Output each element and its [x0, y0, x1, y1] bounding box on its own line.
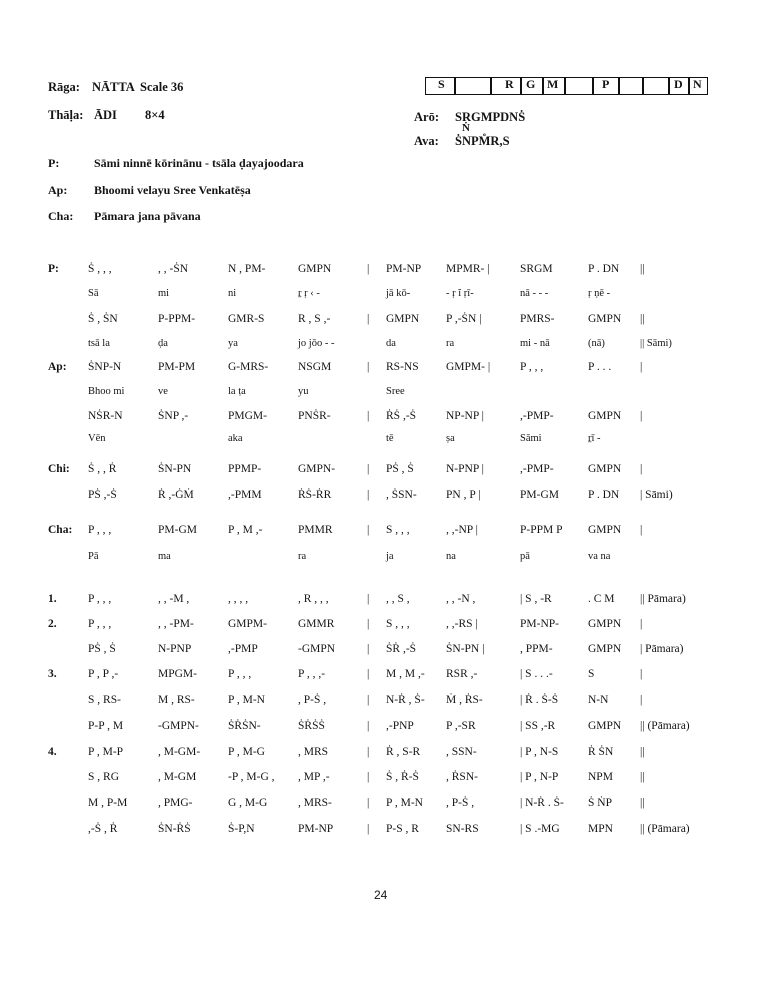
row-label: 3.: [48, 668, 57, 680]
notation-cell: P . . .: [588, 361, 612, 373]
notation-cell: |: [640, 361, 643, 373]
notation-cell: |: [640, 668, 643, 680]
notation-cell: GMPM-: [228, 618, 267, 630]
notation-cell: |: [367, 593, 370, 605]
notation-cell: |: [640, 694, 643, 706]
notation-cell: |: [367, 771, 370, 783]
notation-cell: PṠ , Ṡ: [386, 463, 414, 475]
row-label: 1.: [48, 593, 57, 605]
notation-cell: |: [367, 524, 370, 536]
notation-cell: , , -M ,: [158, 593, 190, 605]
notation-cell: MPMR- |: [446, 263, 490, 275]
notation-cell: GMPN-: [298, 463, 336, 475]
notation-cell: ṣa: [446, 433, 455, 444]
notation-cell: ṘṠ ,-Ṡ: [386, 410, 417, 422]
row-label: Cha:: [48, 524, 73, 536]
notation-cell: |: [367, 797, 370, 809]
swara-scale-box: [425, 77, 708, 95]
notation-cell: , M-GM: [158, 771, 197, 783]
notation-cell: PṠ ,-Ṡ: [88, 489, 117, 501]
notation-cell: Ṡ-P,N: [228, 823, 255, 835]
notation-cell: GMPN: [588, 463, 622, 475]
notation-cell: ṟ ṛ ‹ -: [298, 288, 320, 299]
notation-cell: ṘṠ-ṘR: [298, 489, 332, 501]
notation-cell: NP-NP |: [446, 410, 484, 422]
notation-cell: PM-NP: [298, 823, 334, 835]
notation-cell: PṠ , Ṡ: [88, 643, 116, 655]
raga-name: NĀTTA: [92, 80, 135, 94]
notation-cell: S , RG: [88, 771, 119, 783]
notation-cell: pā: [520, 551, 530, 562]
notation-cell: PM-NP: [386, 263, 422, 275]
notation-cell: , , S ,: [386, 593, 410, 605]
notation-cell: P ,-SR: [446, 720, 476, 732]
notation-cell: P , , ,-: [298, 668, 326, 680]
notation-cell: PM-GM: [158, 524, 197, 536]
notation-cell: ||: [640, 263, 645, 275]
notation-cell: ||: [640, 771, 645, 783]
notation-cell: na: [446, 551, 456, 562]
notation-cell: ,-PMM: [228, 489, 262, 501]
notation-cell: | SS ,-R: [520, 720, 556, 732]
notation-cell: Ṙ ṠN: [588, 746, 614, 758]
lyric-anupallavi: Bhoomi velayu Sree Venkatēṣa: [94, 183, 251, 197]
notation-cell: ||: [640, 746, 645, 758]
notation-cell: || Pāmara): [640, 593, 686, 605]
notation-cell: PM-PM: [158, 361, 196, 373]
notation-cell: M , P-M: [88, 797, 128, 809]
notation-cell: N , PM-: [228, 263, 266, 275]
notation-cell: va na: [588, 551, 611, 562]
notation-cell: - ṛ ĭ ṛī-: [446, 288, 474, 299]
notation-cell: Sāmi: [520, 433, 542, 444]
notation-cell: |: [367, 361, 370, 373]
notation-cell: ||: [640, 797, 645, 809]
notation-cell: GMPN: [298, 263, 332, 275]
notation-cell: yu: [298, 386, 309, 397]
notation-cell: GMPN: [588, 313, 622, 325]
notation-cell: tē: [386, 433, 394, 444]
notation-cell: (nā): [588, 338, 605, 349]
notation-cell: |: [640, 463, 643, 475]
notation-cell: , PPM-: [520, 643, 553, 655]
notation-cell: G , M-G: [228, 797, 268, 809]
notation-cell: P , , ,: [88, 524, 112, 536]
notation-cell: Pā: [88, 551, 99, 562]
notation-cell: ve: [158, 386, 168, 397]
notation-cell: , ,-NP |: [446, 524, 478, 536]
notation-cell: Ṙ , S-R: [386, 746, 421, 758]
thala-label: Thāḷa:: [48, 108, 84, 122]
notation-cell: ,-PMP-: [520, 410, 554, 422]
notation-cell: P-S , R: [386, 823, 419, 835]
notation-cell: P ,-ṠN |: [446, 313, 482, 325]
notation-cell: |: [367, 463, 370, 475]
swara-cell: G: [526, 77, 536, 91]
scale-number: Scale 36: [140, 80, 184, 94]
notation-cell: ṠN-ṘṠ: [158, 823, 191, 835]
notation-cell: | S , -R: [520, 593, 552, 605]
notation-cell: ṠN-PN |: [446, 643, 485, 655]
notation-cell: P , M-N: [228, 694, 265, 706]
notation-cell: ṠNP-N: [88, 361, 122, 373]
notation-cell: , P-Ṡ ,: [446, 797, 475, 809]
notation-cell: , , -ṠN: [158, 263, 189, 275]
notation-cell: S , , ,: [386, 618, 410, 630]
notation-cell: N-PNP: [158, 643, 192, 655]
swara-cell: D: [674, 77, 683, 91]
notation-cell: ,-PMP-: [520, 463, 554, 475]
notation-cell: ḍa: [158, 338, 168, 349]
notation-cell: S: [588, 668, 595, 680]
notation-cell: |: [640, 524, 643, 536]
notation-cell: PM-GM: [520, 489, 559, 501]
notation-cell: ||: [640, 313, 645, 325]
notation-cell: ja: [386, 551, 394, 562]
notation-cell: |: [367, 410, 370, 422]
aro-label: Arō:: [414, 110, 439, 124]
lyric-label: Ap:: [48, 183, 68, 197]
notation-cell: Bhoo mi: [88, 386, 125, 397]
row-label: 4.: [48, 746, 57, 758]
notation-cell: ṠṘ ,-Ṡ: [386, 643, 417, 655]
notation-cell: , MRS: [298, 746, 329, 758]
notation-cell: |: [367, 823, 370, 835]
notation-cell: | Pāmara): [640, 643, 684, 655]
notation-cell: , M-GM-: [158, 746, 201, 758]
notation-cell: || (Pāmara): [640, 720, 690, 732]
notation-cell: S , , ,: [386, 524, 410, 536]
notation-cell: mi - nā: [520, 338, 550, 349]
notation-cell: PNṠR-: [298, 410, 331, 422]
notation-cell: MPGM-: [158, 668, 197, 680]
lyric-pallavi: Sāmi ninnē kōrinānu - tsāla ḍayajoodara: [94, 156, 304, 170]
notation-cell: |: [367, 489, 370, 501]
notation-cell: PMRS-: [520, 313, 555, 325]
notation-cell: -GMPN: [298, 643, 336, 655]
aro-value: SRGMPDNṠ: [455, 110, 526, 124]
thala-name: ĀDI: [94, 108, 117, 122]
notation-cell: | N-Ṙ . Ṡ-: [520, 797, 564, 809]
notation-cell: NPM: [588, 771, 613, 783]
notation-cell: , PMG-: [158, 797, 193, 809]
notation-cell: , SSN-: [446, 746, 477, 758]
notation-cell: | S . . .-: [520, 668, 553, 680]
notation-cell: NṠR-N: [88, 410, 123, 422]
notation-cell: , , -N ,: [446, 593, 476, 605]
notation-cell: |: [367, 694, 370, 706]
notation-cell: , MP ,-: [298, 771, 330, 783]
notation-cell: P . DN: [588, 489, 620, 501]
notation-cell: Ṡ ṄP: [588, 797, 612, 809]
notation-cell: , ,-RS |: [446, 618, 478, 630]
notation-cell: GMPN: [588, 410, 622, 422]
swara-cell: M: [547, 77, 559, 91]
notation-cell: P-P , M: [88, 720, 124, 732]
notation-cell: jo jōo - -: [298, 338, 335, 349]
notation-cell: |: [367, 618, 370, 630]
beat-count: 8×4: [145, 108, 165, 122]
notation-cell: Sree: [386, 386, 405, 397]
notation-cell: P , , ,: [228, 668, 252, 680]
notation-cell: ni: [228, 288, 237, 299]
notation-cell: P , , ,: [88, 618, 112, 630]
notation-cell: SN-RS: [446, 823, 479, 835]
notation-cell: -P , M-G ,: [228, 771, 275, 783]
notation-cell: aka: [228, 433, 243, 444]
notation-cell: || (Pāmara): [640, 823, 690, 835]
notation-cell: | P , N-S: [520, 746, 559, 758]
notation-cell: ra: [298, 551, 307, 562]
notation-cell: N-N: [588, 694, 609, 706]
notation-cell: GMPN: [588, 524, 622, 536]
notation-cell: N-PNP |: [446, 463, 484, 475]
notation-cell: Vēn: [88, 433, 106, 444]
notation-cell: ṠṘṠṠ: [298, 720, 325, 732]
row-label: Chi:: [48, 463, 70, 475]
row-label: 2.: [48, 618, 57, 630]
notation-cell: | Sāmi): [640, 489, 673, 501]
notation-cell: | P , N-P: [520, 771, 559, 783]
ava-handwritten-note: Ṅ: [462, 122, 470, 134]
notation-cell: , ṘSN-: [446, 771, 478, 783]
notation-cell: ṠNP ,-: [158, 410, 189, 422]
notation-cell: P , M-G: [228, 746, 265, 758]
notation-cell: Ṡ , Ṙ-Ṡ: [386, 771, 419, 783]
notation-cell: ,-PNP: [386, 720, 414, 732]
notation-cell: da: [386, 338, 396, 349]
notation-cell: P , P ,-: [88, 668, 119, 680]
lyric-label: Cha:: [48, 209, 74, 223]
notation-cell: NSGM: [298, 361, 332, 373]
notation-cell: PMGM-: [228, 410, 267, 422]
notation-cell: R , S ,-: [298, 313, 331, 325]
lyric-label: P:: [48, 156, 60, 170]
notation-cell: Ṙ ,-ĠṀ: [158, 489, 194, 501]
notation-cell: ṠṘṠN-: [228, 720, 261, 732]
notation-cell: ṠN-PN: [158, 463, 192, 475]
notation-cell: ṛ ṇē -: [588, 288, 611, 299]
notation-cell: , MRS-: [298, 797, 332, 809]
swara-cell: N: [693, 77, 702, 91]
raga-label: Rāga:: [48, 80, 80, 94]
notation-cell: Ṁ , ṘS-: [446, 694, 483, 706]
notation-cell: Sā: [88, 288, 99, 299]
notation-cell: GMPN: [588, 720, 622, 732]
notation-cell: MPN: [588, 823, 613, 835]
swara-cell: S: [438, 77, 445, 91]
notation-cell: |: [367, 746, 370, 758]
notation-cell: GMPN: [386, 313, 420, 325]
notation-cell: ,-PMP: [228, 643, 258, 655]
notation-cell: ra: [446, 338, 455, 349]
notation-cell: -GMPN-: [158, 720, 199, 732]
notation-cell: P , , ,: [88, 593, 112, 605]
lyric-charanam: Pāmara jana pāvana: [94, 209, 201, 223]
notation-cell: || Sāmi): [640, 338, 672, 349]
notation-cell: Ṡ , ṠN: [88, 313, 118, 325]
notation-cell: jā kō-: [386, 288, 411, 299]
notation-cell: GMR-S: [228, 313, 265, 325]
notation-cell: PPMP-: [228, 463, 262, 475]
notation-cell: |: [367, 720, 370, 732]
row-label: Ap:: [48, 361, 67, 373]
notation-cell: Ṡ , , ,: [88, 263, 112, 275]
row-label: P:: [48, 263, 59, 275]
notation-cell: |: [367, 643, 370, 655]
notation-cell: |: [367, 263, 370, 275]
notation-cell: GMPM- |: [446, 361, 491, 373]
notation-cell: SRGM: [520, 263, 553, 275]
notation-cell: RSR ,-: [446, 668, 478, 680]
notation-cell: ,-Ṡ , Ṙ: [88, 823, 118, 835]
notation-cell: ṟī -: [588, 433, 601, 444]
ava-value: ṠNPM̊R,S: [455, 134, 510, 148]
notation-cell: mi: [158, 288, 170, 299]
notation-cell: ma: [158, 551, 171, 562]
notation-cell: M , RS-: [158, 694, 195, 706]
notation-cell: P-PPM-: [158, 313, 196, 325]
notation-cell: S , RS-: [88, 694, 121, 706]
notation-cell: , R , , ,: [298, 593, 329, 605]
notation-cell: P , , ,: [520, 361, 544, 373]
notation-cell: |: [640, 410, 643, 422]
notation-cell: , , -PM-: [158, 618, 194, 630]
notation-cell: P , M-P: [88, 746, 124, 758]
swara-cell: P: [602, 77, 610, 91]
notation-cell: GMPN: [588, 643, 622, 655]
notation-cell: PN , P |: [446, 489, 481, 501]
notation-cell: nā - - -: [520, 288, 549, 299]
notation-cell: P , M-N: [386, 797, 423, 809]
notation-cell: P . DN: [588, 263, 620, 275]
notation-cell: |: [640, 618, 643, 630]
notation-cell: |: [367, 668, 370, 680]
notation-cell: , P-Ṡ ,: [298, 694, 327, 706]
notation-cell: la ṭa: [228, 386, 246, 397]
notation-cell: Ṡ , , Ṙ: [88, 463, 117, 475]
notation-cell: RS-NS: [386, 361, 419, 373]
notation-cell: | S .-MG: [520, 823, 560, 835]
notation-cell: PM-NP-: [520, 618, 559, 630]
ava-label: Ava:: [414, 134, 439, 148]
notation-cell: P , M ,-: [228, 524, 263, 536]
notation-cell: GMPN: [588, 618, 622, 630]
notation-cell: P-PPM P: [520, 524, 563, 536]
notation-cell: M , M ,-: [386, 668, 425, 680]
notation-cell: |: [367, 313, 370, 325]
notation-cell: , ṠSN-: [386, 489, 417, 501]
notation-cell: | Ṙ . Ṡ-Ṡ: [520, 694, 559, 706]
notation-cell: ya: [228, 338, 238, 349]
page-number: 24: [374, 888, 388, 902]
notation-cell: , , , ,: [228, 593, 249, 605]
notation-cell: G-MRS-: [228, 361, 269, 373]
notation-cell: PMMR: [298, 524, 333, 536]
swara-cell: R: [505, 77, 514, 91]
notation-cell: N-Ṙ , Ṡ-: [386, 694, 425, 706]
notation-cell: . C M: [588, 593, 615, 605]
notation-cell: GMMR: [298, 618, 335, 630]
notation-cell: tsā la: [88, 338, 110, 349]
